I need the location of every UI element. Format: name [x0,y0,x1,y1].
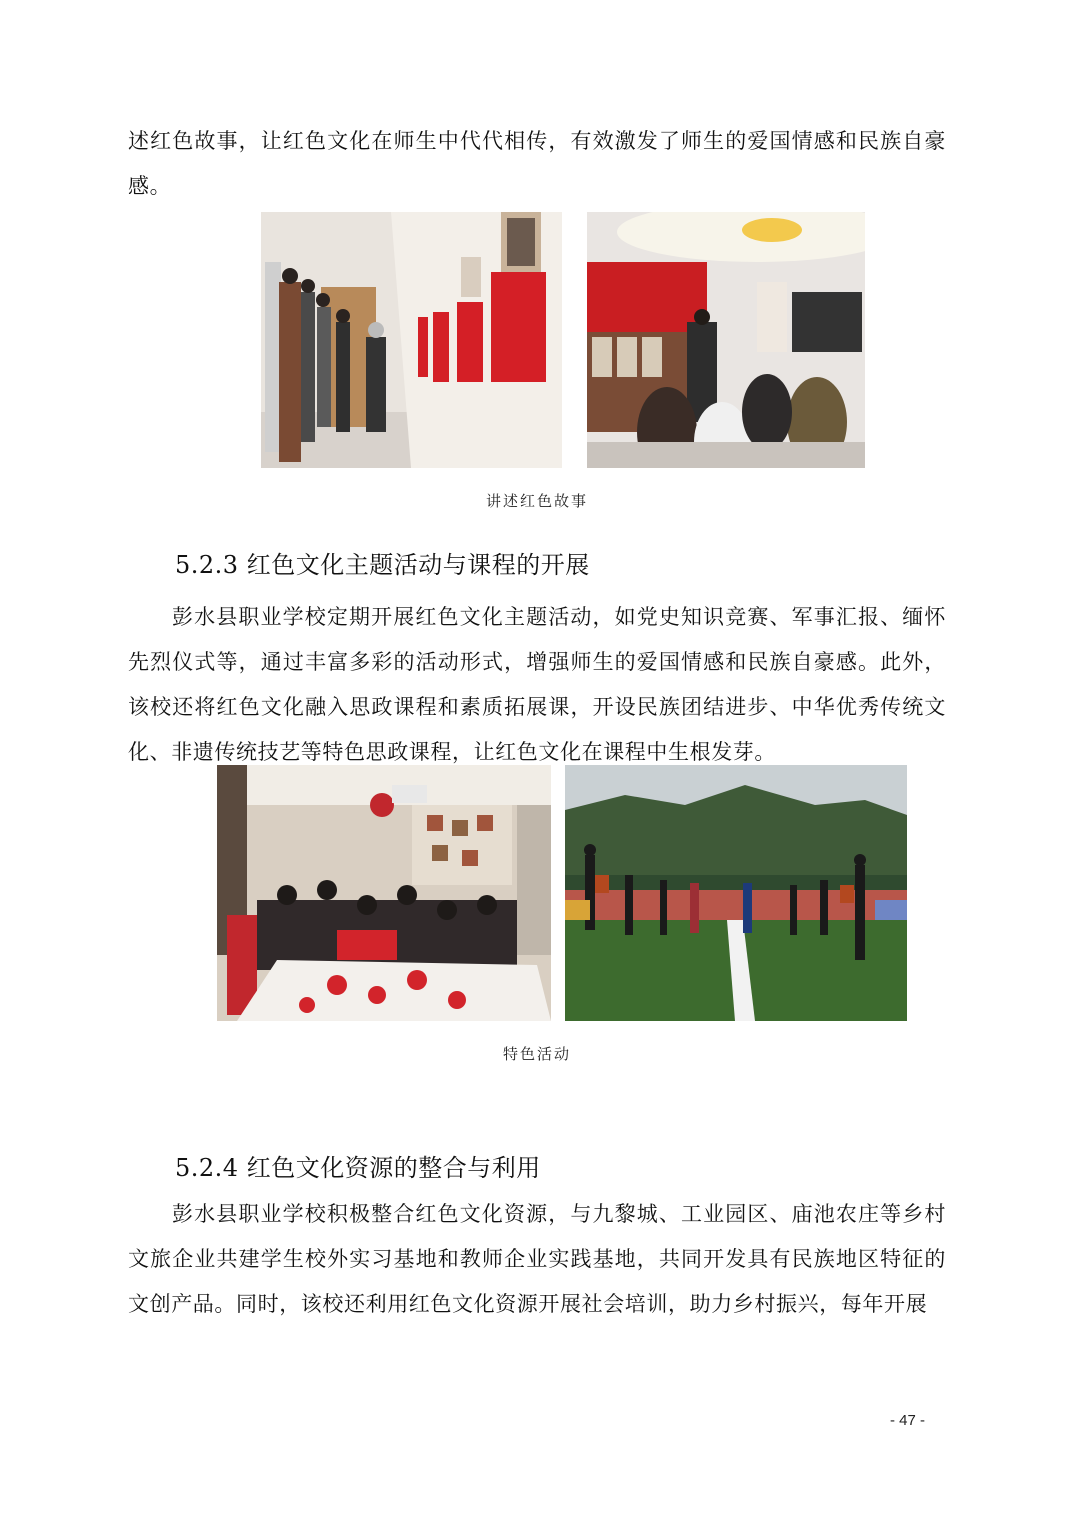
photo-paper-cutting-class [217,765,551,1021]
photo-field-performance [565,765,907,1021]
photo-exhibition-hall [261,212,562,468]
section-5-2-3-paragraph: 彭水县职业学校定期开展红色文化主题活动，如党史知识竞赛、军事汇报、缅怀先烈仪式等，通过丰富多彩的活动形式，增强师生的爱国情感和民族自豪感。此外，该校还将红色文化融入思政课程和素质拓展课，开设民族团结进步、中华优秀传统文化、非遗传统技艺等特色思政课程，让红色文化在课程中生根发芽。 [128,605,946,764]
figure-caption-2: 特色活动 [502,1045,571,1063]
section-5-2-4-paragraph: 彭水县职业学校积极整合红色文化资源，与九黎城、工业园区、庙池农庄等乡村文旅企业共建学生校外实习基地和教师企业实践基地，共同开发具有民族地区特征的文创产品。同时，该校还利用红色文化资源开展社会培训，助力乡村振兴，每年开展 [128,1202,946,1316]
figure-caption-1: 讲述红色故事 [485,492,588,510]
section-heading-5-2-4: 5.2.4 红色文化资源的整合与利用 [175,1154,541,1182]
page-number: - 47 - [890,1412,926,1429]
photo-meeting-room [587,212,865,468]
section-heading-5-2-3: 5.2.3 红色文化主题活动与课程的开展 [175,551,590,579]
paragraph-continued: 述红色故事，让红色文化在师生中代代相传，有效激发了师生的爱国情感和民族自豪感。 [128,129,946,198]
